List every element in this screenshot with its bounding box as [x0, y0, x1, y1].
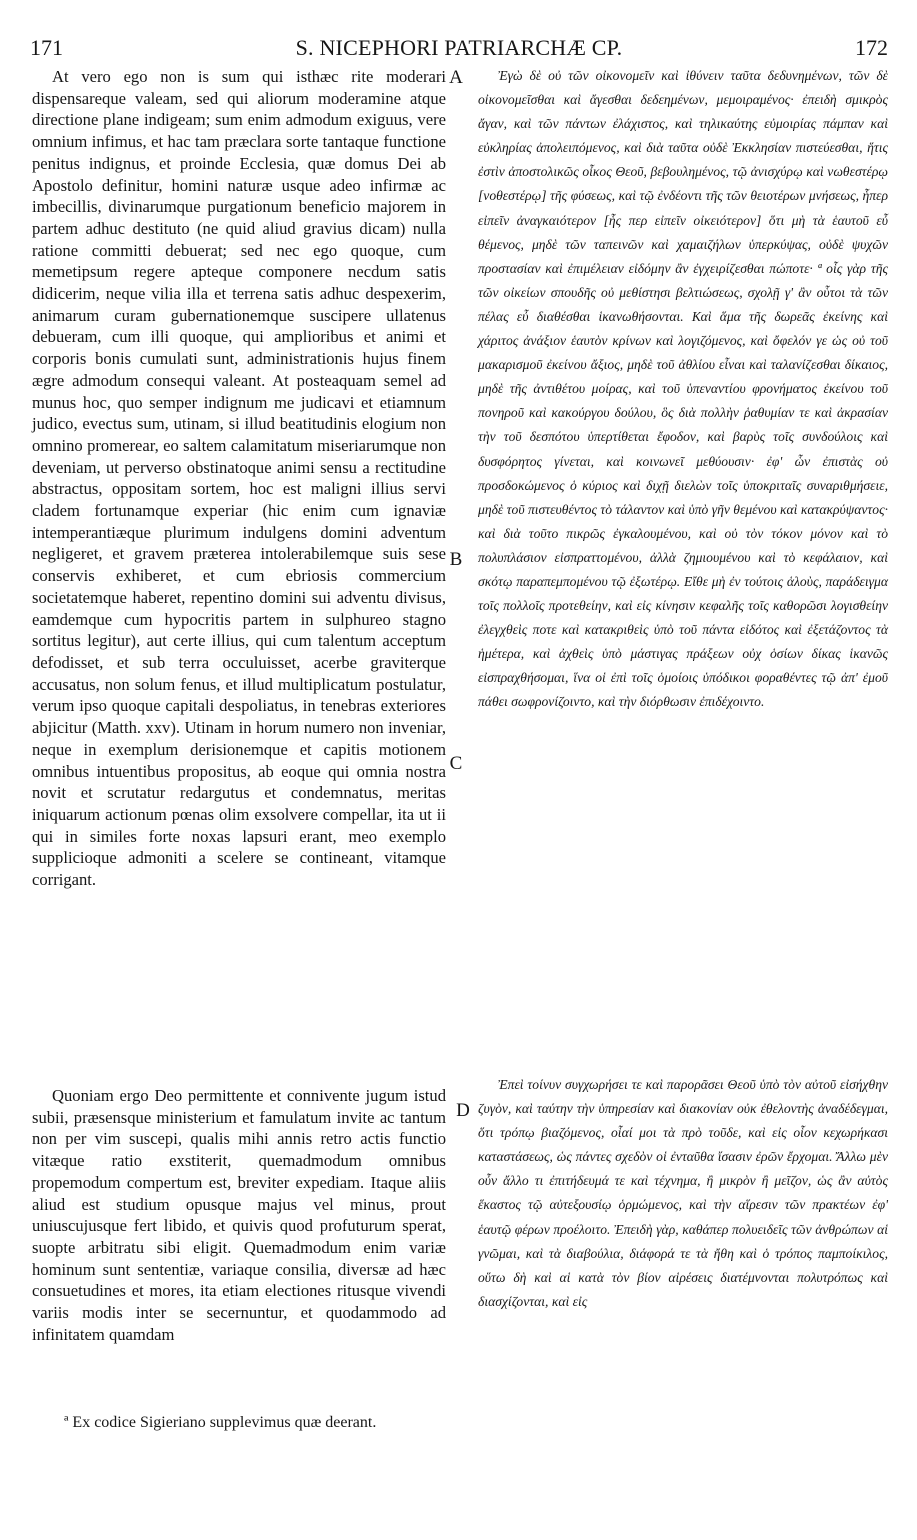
page-number-right: 172	[855, 35, 888, 60]
footnote: ª Ex codice Sigieriano supplevimus quæ deerant.	[64, 1414, 377, 1431]
latin-paragraph: Quoniam ergo Deo permittente et connivente jugum istud subii, præsensque ministerium et famulatum invite ac tantum non per vim suscepi, qualis mihi annis retro actis functio vitæque ratio exstiterit, quemadmodum omnibus propemodum compertum est, breviter expediam. Itaque aliis aliud est studium opusque majus vel minus, prout uniuscujusque fert libido, et quivis quod profuturum sperat, suopte arbitratu sibi eligit. Quemadmodum enim variæ hominum sunt sententiæ, variaque consilia, diversæ ad hæc consuetudines et mores, ita etiam electiones ritusque vivendi variis modis inter se secernuntur, et quodammodo ad infinitatem quamdam	[32, 1086, 446, 1344]
section-marker-b: B	[449, 549, 463, 570]
greek-paragraph: Ἐπεὶ τοίνυν συγχωρήσει τε καὶ παρορᾶσει Θεοῦ ὑπὸ τὸν αὐτοῦ εἰσήχθην ζυγὸν, καὶ ταύτην τὴν ὑπηρεσίαν καὶ διακονίαν οὐκ ἐθελοντὴς ἀναδέδεγμαι, ὅτι τρόπῳ βιαζόμενος, οἷαί μοι τὰ πρὸ τοῦδε, καὶ εἰς οἷον κεχωρήκασι καταστάσεως, ὡς πάντες σχεδὸν οἱ ἐνταῦθα ἴσασιν ἐρῶν ἔρχομαι. Ἄλλω μὲν οὖν ἄλλο τι ἐπιτήδευμά τε καὶ τέχνημα, ἢ μικρὸν ἢ μεῖζον, ὡς ἂν αὐτὸς ἕκαστος τῷ αὐτεξουσίῳ ὁρμώμενος, καὶ τὴν αἵρεσιν τῶν πρακτέων ἐφ' ἑαυτῷ φέρων προέλοιτο. Ἐπειδὴ γὰρ, καθάπερ πολυειδεῖς τῶν ἀνθρώπων αἱ γνῶμαι, καὶ τὰ διαβούλια, διάφορά τε τὰ ἤθη καὶ ὁ τρόπος παμποίκιλος, οὕτω δὴ καὶ αἱ κατὰ τὸν βίον αἱρέσεις διατέμνονται πολυτρόπως καὶ διασχίζονται, καὶ εἰς	[478, 1077, 888, 1309]
section-marker-d: D	[456, 1100, 470, 1121]
greek-column-lower	[478, 1073, 888, 1314]
greek-column-upper	[478, 64, 888, 715]
running-title: S. NICEPHORI PATRIARCHÆ CP.	[295, 35, 623, 60]
section-marker-c: C	[449, 753, 463, 774]
greek-paragraph: Ἐγὼ δὲ οὐ τῶν οἰκονομεῖν καὶ ἰθύνειν ταῦτα δεδυνημένων, τῶν δὲ οἰκονομεῖσθαι καὶ ἄγεσθαι δεδεημένων, μεμοιραμένος· ἐπειδὴ σμικρὸς ἄγαν, καὶ τῶν πάντων ἐλάχιστος, καὶ τηλικαύτης εὐμοιρίας πάμπαν καὶ εὐκληρίας ἀπολειπόμενος, καὶ διὰ ταῦτα οὐδὲ Ἐκκλησίαν πιστεύεσθαι, ἥτις ἐστὶν ἀποστολικῶς οἶκος Θεοῦ, βεβουλημένος, τῷ ἀνισχύρῳ καὶ νωθεστέρῳ [νοθεστέρῳ] τῆς φύσεως, καὶ τῷ ἐνδέοντι τῆς τῶν θειοτέρων μνήσεως, ἧπερ εἰπεῖν ἀναγκαιότερον [ἧς περ εἰπεῖν οἰκειότερον] ὅτι μὴ τὰ ἑαυτοῦ εὖ θέμενος, μηδὲ τῶν ταπεινῶν καὶ χαμαιζήλων ὑπερκύψας, οὐδὲ ψυχῶν προστασίαν καὶ ἐπιμέλειαν εἰδόμην ἂν ἐγχειρίζεσθαι πώποτε· ª οἷς γὰρ τῆς τῶν οἰκείων σπουδῆς οὐ μεθίστησι βελτιώσεως, σχολῇ γ' ἂν οὗτοι τὰ τῶν πέλας εὖ διαθέσθαι ἱκανωθήσονται. Καὶ ἅμα τῆς δωρεᾶς ἐκείνης καὶ χάριτος ἀνάξιον ἑαυτὸν κρίνων καὶ λογιζόμενος, καὶ ὄφελόν γε ὡς οὐ τοῦ μακαρισμοῦ ἐκείνου ἄξιος, μηδὲ τοῦ ἀθλίου εἶναι καὶ ταλανίζεσθαι δίκαιος, μηδὲ τῆς ἀντιθέτου μοίρας, καὶ τοῦ ὑπεναντίου φρονήματος ἐκείνου τοῦ πονηροῦ καὶ κακούργου δούλου, ὃς διὰ πολλὴν ῥαθυμίαν τε καὶ ἀκρασίαν τὴν τοῦ δεσπότου ὑπερτίθεται ἔφοδον, καὶ βαρὺς τοῖς συνδούλοις καὶ δυσφόρητος γίνεται, καὶ κοινωνεῖ μεθύουσιν· ἐφ' ὧν ἐπιστὰς οὐ προσδοκώμενος ὁ κύριος καὶ διχῇ διελὼν τοῖς ὑποκριταῖς συναριθμήσειε, μηδὲ τοῦ πιστευθέντος τὸ τάλαντον καὶ ὑπὸ γῆν θεμένου καὶ κατακρύψαντος· καὶ διὰ τοῦτο πικρῶς ἐγκαλουμένου, καὶ οὐ τὸν τόκον μόνον καὶ τὸ πολυπλάσιον εἰσπραττομένου, ἀλλὰ ζημιουμένου καὶ τὸ κεφάλαιον, καὶ σκότῳ παραπεμπομένου τῷ ἐξωτέρῳ. Εἴθε μὴ ἐν τούτοις ἁλοὺς, παράδειγμα τοῖς πολλοῖς προτεθείην, καὶ εἰς κίνησιν κεφαλῆς τοῖς καθορῶσι λογισθείην ἐλεγχθεὶς ποτε καὶ κατακριθεὶς ὑπὸ τοῦ πάντα εἰδότος καὶ ἐξετάζοντος τὰ ἡμέτερα, καὶ ἀχθεὶς ὑπὸ μάστιγας πράξεων οὐχ ὁσίων δίκας ἱκανῶς εἰσπραχθήσομαι, ἵνα οἱ ἐπὶ τοῖς ὁμοίοις ὑπόδικοι φοραθέντες τῷ ἀπ' ἐμοῦ πάθει σωφρονίζοιντο, καὶ τὴν διόρθωσιν ἐπιδέχοιντο.	[478, 68, 888, 710]
page-number-left: 171	[30, 35, 63, 60]
latin-paragraph: At vero ego non is sum qui isthæc rite moderari dispensareque valeam, sed qui aliorum moderamine atque directione plane indigeam; sum enim admodum exiguus, vere omnium infimus, et hac tam præclara sorte tantaque functione penitus indignus, et proinde Ecclesia, quæ domus Dei ab Apostolo definitur, homini naturæ usque adeo infirmæ ac imbecillis, divinarumque purgationum beneficio majorem in partem adhuc destituto (ne quid aliud gravius dicam) nulla ratione committi debuerat; sed nec ego quoque, cum memetipsum regere apteque componere necdum satis didicerim, neque vilia illa et terrena satis adhuc despexerim, animarum curam gubernationemque suscipere ullatenus debueram, cum illi quoque, qui amplioribus et animi et corporis bonis cumulati sunt, administrationis hujus finem ægre admodum consequi valeant. At posteaquam semel ad munus hoc, quo semper indignum me judicavi et etiamnum judico, evectus sum, utinam, si illud beatitudinis elogium non omnino promerear, eo saltem calamitatum miseriarumque non deveniam, ut perverso obstinatoque animi sensu a rectitudine abstractus, oppositam sortem, hoc est maligni illius servi cladem fortunamque experiar (hic enim cum ignaviæ intemperantiæque plurimum indulgens domini adventum negligeret, et gravem præterea intolerabilemque suis sese conservis exhiberet, et cum ebriosis commercium societatemque haberet, repentino domini sui adventu divisus, eamdemque cum hypocritis partem in sulphureo stagno sortitus legitur), aut certe illius, qui cum talentum acceptum defodisset, et sub terra occuluisset, acerbe graviterque accusatus, non solum fenus, et illud multiplicatum postulatur, verum ipso quoque capitali despoliatus, in tenebras exteriores abjicitur (Matth. xxv). Utinam in horum numero non inveniar, neque in exemplum derisionemque et capitis motionem omnibus intuentibus propositus, ab eoque qui omnia nostra novit et scrutatur redargutus et condemnatus, meritas iniquarum actionum pœnas olim exsolvere compellar, ita ut ii qui in similes forte noxas lapsuri erant, meo exemplo supplicioque admoniti a scelere se contineant, vitamque corrigant.	[32, 67, 446, 890]
section-marker-a: A	[449, 67, 463, 88]
running-header	[30, 33, 888, 63]
latin-column-upper	[32, 66, 446, 891]
latin-column-lower	[32, 1085, 446, 1345]
